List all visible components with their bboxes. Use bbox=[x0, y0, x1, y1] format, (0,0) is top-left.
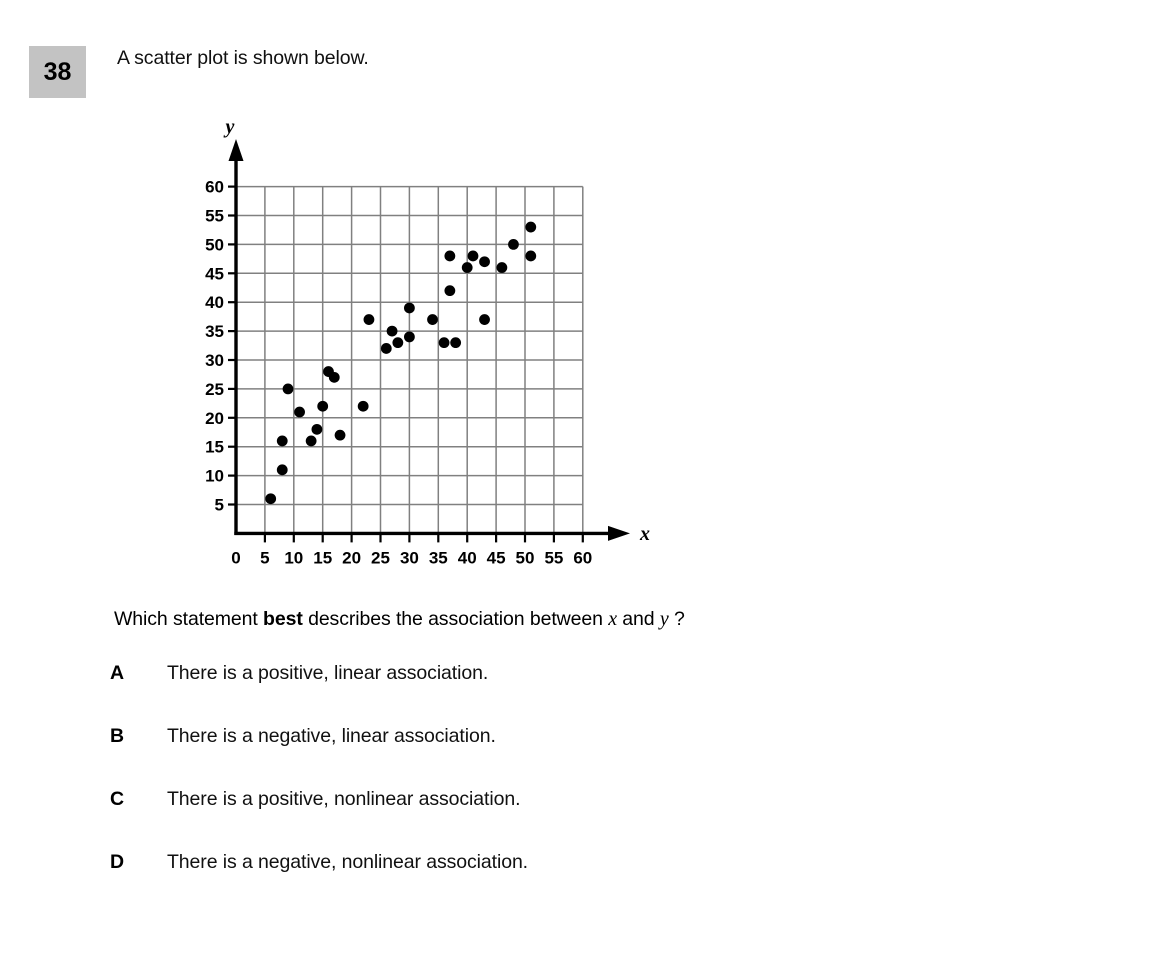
y-axis-tick-label: 40 bbox=[205, 293, 224, 313]
scatter-point bbox=[404, 303, 415, 314]
x-axis-tick-label: 20 bbox=[342, 548, 362, 565]
question-stem bbox=[114, 608, 685, 631]
scatter-point bbox=[468, 251, 479, 262]
scatter-point bbox=[392, 337, 403, 348]
stem-text-part2: describes the association between bbox=[302, 608, 609, 630]
scatter-point bbox=[508, 239, 519, 250]
y-axis-tick-label: 25 bbox=[205, 379, 224, 399]
option-text: There is a positive, nonlinear association. bbox=[167, 788, 521, 810]
answer-option-a[interactable] bbox=[110, 662, 910, 725]
scatter-point bbox=[525, 222, 536, 233]
scatter-point bbox=[404, 331, 415, 342]
stem-variable-x: x bbox=[608, 608, 617, 630]
scatter-point bbox=[444, 285, 455, 296]
scatter-plot-figure bbox=[190, 115, 670, 565]
x-axis-tick-label: 0 bbox=[231, 548, 241, 565]
x-axis-tick-label: 60 bbox=[573, 548, 593, 565]
stem-text-part1: Which statement bbox=[114, 608, 264, 630]
x-axis-tick-label: 40 bbox=[457, 548, 477, 565]
y-axis-tick-label: 45 bbox=[205, 264, 224, 284]
y-axis-tick-label: 30 bbox=[205, 351, 224, 370]
x-axis-tick-label: 55 bbox=[544, 548, 564, 565]
scatter-point bbox=[306, 436, 317, 447]
scatter-point bbox=[312, 424, 323, 435]
scatter-point bbox=[283, 384, 294, 395]
y-axis-arrowhead bbox=[229, 139, 244, 161]
y-axis-tick-label: 15 bbox=[205, 437, 224, 457]
chart-gridlines bbox=[236, 187, 583, 534]
option-text: There is a negative, linear association. bbox=[167, 725, 496, 747]
question-number-text: 38 bbox=[43, 57, 72, 86]
chart-axes bbox=[229, 139, 631, 541]
scatter-point bbox=[479, 256, 490, 267]
answer-option-c[interactable] bbox=[110, 788, 910, 851]
option-letter: B bbox=[110, 725, 125, 747]
scatter-point bbox=[444, 251, 455, 262]
option-letter: D bbox=[110, 851, 125, 873]
x-axis-tick-label: 10 bbox=[284, 548, 304, 565]
y-axis-tick-label: 60 bbox=[205, 177, 224, 197]
scatter-point bbox=[462, 262, 473, 273]
stem-variable-y: y bbox=[659, 608, 669, 630]
scatter-point bbox=[277, 464, 288, 475]
x-axis-title: x bbox=[640, 523, 650, 545]
y-axis-tick-label: 35 bbox=[205, 322, 224, 342]
y-axis-title: y bbox=[225, 116, 235, 138]
scatter-point bbox=[439, 337, 450, 348]
scatter-point bbox=[525, 251, 536, 262]
scatter-point bbox=[450, 337, 461, 348]
stem-emphasis-best: best bbox=[263, 608, 303, 630]
x-axis-tick-label: 5 bbox=[260, 548, 270, 565]
y-axis-tick-label: 10 bbox=[205, 466, 224, 486]
scatter-point bbox=[381, 343, 392, 354]
scatter-point bbox=[317, 401, 328, 412]
question-prompt: A scatter plot is shown below. bbox=[117, 47, 369, 69]
x-axis-tick-labels bbox=[231, 548, 592, 565]
y-axis-tick-label: 20 bbox=[205, 408, 224, 428]
x-axis-tick-label: 50 bbox=[515, 548, 535, 565]
scatter-point bbox=[364, 314, 375, 325]
answer-option-b[interactable] bbox=[110, 725, 910, 788]
scatter-point bbox=[496, 262, 507, 273]
y-axis-tick-label: 50 bbox=[205, 235, 224, 255]
answer-option-d[interactable] bbox=[110, 851, 910, 914]
scatter-plot-svg bbox=[190, 115, 670, 565]
option-letter: C bbox=[110, 788, 125, 810]
scatter-point bbox=[479, 314, 490, 325]
y-axis-tick-label: 55 bbox=[205, 206, 224, 226]
y-axis-tick-labels bbox=[205, 178, 224, 515]
scatter-point bbox=[265, 493, 276, 504]
stem-text-end: ? bbox=[668, 608, 685, 630]
x-axis-tick-label: 30 bbox=[399, 548, 419, 565]
x-axis-arrowhead bbox=[608, 526, 630, 541]
question-number-badge bbox=[29, 46, 86, 98]
scatter-point bbox=[335, 430, 346, 441]
option-letter: A bbox=[110, 662, 125, 684]
option-text: There is a negative, nonlinear association. bbox=[167, 851, 529, 873]
x-axis-tick-label: 45 bbox=[486, 548, 506, 565]
option-text: There is a positive, linear association. bbox=[167, 662, 489, 684]
scatter-point bbox=[277, 436, 288, 447]
scatter-point bbox=[427, 314, 438, 325]
answer-options-list bbox=[110, 662, 910, 914]
scatter-point bbox=[387, 326, 398, 337]
x-axis-tick-label: 15 bbox=[313, 548, 333, 565]
scatter-point bbox=[358, 401, 369, 412]
x-axis-tick-label: 35 bbox=[428, 548, 448, 565]
y-axis-tick-label: 5 bbox=[214, 495, 224, 515]
scatter-point bbox=[329, 372, 340, 383]
scatter-point bbox=[294, 407, 305, 418]
stem-text-mid: and bbox=[616, 608, 660, 630]
x-axis-tick-label: 25 bbox=[371, 548, 390, 565]
